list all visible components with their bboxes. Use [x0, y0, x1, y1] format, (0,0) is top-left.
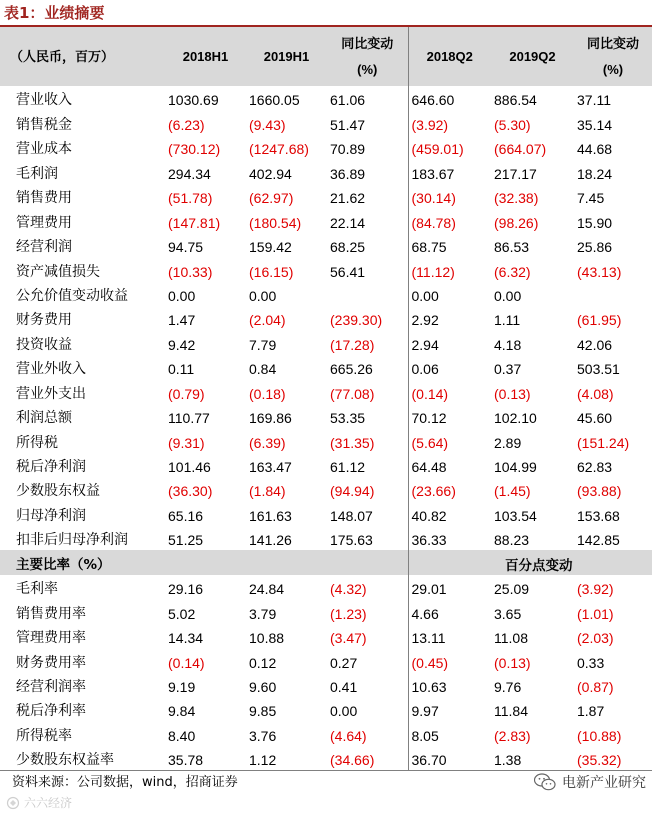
cell-value: 86.53: [494, 239, 530, 256]
table-header-row: [0, 27, 652, 86]
row-label: 公允价值变动收益: [16, 287, 128, 304]
cell-value: 646.60: [408, 86, 491, 110]
cell-value: 886.54: [494, 92, 537, 109]
row-label: 投资收益: [16, 336, 72, 353]
cell-value: 102.10: [494, 410, 537, 427]
table-row: [0, 477, 652, 501]
table-row: [0, 257, 652, 281]
row-label: 经营利润: [16, 239, 72, 256]
cell-value: (1.01): [577, 605, 614, 622]
cell-value: 141.26: [249, 532, 292, 549]
cell-value: 7.45: [577, 190, 605, 207]
ratio-section-header: [0, 550, 652, 574]
cell-value: 175.63: [330, 532, 373, 549]
cell-value: 88.23: [494, 532, 530, 549]
cell-value: 0.37: [494, 361, 522, 378]
cell-value: 51.25: [168, 532, 204, 549]
table-row: [0, 110, 652, 134]
cell-value: (1247.68): [249, 141, 309, 158]
cell-value: 29.16: [168, 581, 204, 598]
cell-value: (94.94): [330, 483, 375, 500]
row-label: 营业收入: [16, 92, 72, 109]
cell-value: 61.06: [330, 92, 366, 109]
table-row: [0, 86, 652, 110]
cell-value: (17.28): [330, 336, 375, 353]
row-label: 税后净利率: [16, 703, 86, 720]
row-label: 毛利润: [16, 165, 58, 182]
row-label: 扣非后归母净利润: [16, 532, 128, 549]
cell-value: (459.01): [408, 135, 491, 159]
cell-value: (6.23): [168, 116, 205, 133]
cell-value: (0.79): [168, 385, 205, 402]
cell-value: (239.30): [330, 312, 383, 329]
cell-value: 36.33: [408, 526, 491, 550]
cell-value: 42.06: [577, 336, 613, 353]
watermark-text: 六六经济: [24, 796, 73, 810]
table-row: [0, 404, 652, 428]
cell-value: 1030.69: [168, 92, 219, 109]
cell-value: (0.87): [577, 678, 614, 695]
cell-value: 0.84: [249, 361, 277, 378]
row-label: 资产减值损失: [16, 263, 100, 280]
cell-value: 2.92: [408, 306, 491, 330]
cell-value: (32.38): [494, 190, 539, 207]
row-label: 所得税: [16, 434, 58, 451]
cell-value: 2.89: [494, 434, 522, 451]
empty-cell: [327, 550, 408, 574]
cell-value: (1.45): [494, 483, 531, 500]
cell-value: 1660.05: [249, 92, 300, 109]
cell-value: 101.46: [168, 459, 211, 475]
cell-value: 1.38: [491, 746, 574, 770]
cell-value: 1.87: [577, 703, 605, 720]
cell-value: (10.33): [168, 263, 213, 280]
cell-value: 68.75: [408, 233, 491, 257]
col-header-yoy-quarter-label: 同比变动: [586, 35, 639, 51]
cell-value: 0.12: [249, 654, 277, 671]
cell-value: 3.76: [249, 727, 277, 744]
cell-value: 61.12: [330, 459, 366, 475]
brand-name: 电新产业研究: [562, 775, 646, 791]
cell-value: (0.45): [408, 648, 491, 672]
empty-cell: [165, 550, 246, 574]
watermark-logo-icon: [6, 796, 20, 810]
cell-value: 40.82: [408, 501, 491, 525]
cell-value: 53.35: [330, 410, 366, 427]
cell-value: 4.66: [408, 599, 491, 623]
wechat-icon: [534, 773, 556, 791]
cell-value: (43.13): [577, 263, 622, 280]
cell-value: (4.32): [330, 581, 367, 598]
cell-value: (180.54): [249, 214, 302, 231]
cell-value: 9.97: [408, 697, 491, 721]
row-label: 销售费用率: [16, 605, 86, 622]
cell-value: 64.48: [408, 453, 491, 477]
cell-value: 163.47: [249, 459, 292, 475]
cell-value: 25.09: [494, 581, 530, 598]
cell-value: [574, 282, 652, 306]
table-row: [0, 282, 652, 306]
cell-value: 8.05: [408, 721, 491, 745]
cell-value: (93.88): [577, 483, 622, 500]
row-label: 利润总额: [16, 410, 72, 427]
cell-value: 44.68: [577, 141, 613, 158]
table-row: [0, 624, 652, 648]
cell-value: (730.12): [168, 141, 221, 158]
cell-value: (34.66): [327, 746, 408, 770]
cell-value: 402.94: [249, 165, 292, 182]
cell-value: 0.00: [168, 287, 196, 304]
col-header-yoy-quarter-unit: (%): [602, 61, 624, 77]
cell-value: 183.67: [408, 159, 491, 183]
table-row: [0, 306, 652, 330]
table-row: [0, 501, 652, 525]
cell-value: 4.18: [494, 336, 522, 353]
cell-value: 1.12: [246, 746, 327, 770]
watermark: [6, 794, 72, 811]
row-label: 所得税率: [16, 727, 72, 744]
cell-value: 0.41: [330, 678, 358, 695]
cell-value: (151.24): [577, 434, 630, 451]
cell-value: (35.32): [574, 746, 652, 770]
cell-value: 8.40: [168, 727, 196, 744]
cell-value: (3.92): [408, 110, 491, 134]
ratio-change-label: 百分点变动: [505, 557, 573, 573]
cell-value: 9.42: [168, 336, 196, 353]
cell-value: 29.01: [408, 575, 491, 599]
cell-value: 0.06: [408, 355, 491, 379]
table-row: [0, 648, 652, 672]
cell-value: 36.89: [330, 165, 366, 182]
cell-value: (1.84): [249, 483, 286, 500]
cell-value: (664.07): [494, 141, 547, 158]
cell-value: 148.07: [330, 507, 373, 524]
table-row: [0, 526, 652, 550]
table-row: [0, 379, 652, 403]
cell-value: (84.78): [408, 208, 491, 232]
table-row: [0, 453, 652, 477]
unit-header: （人民币，百万）: [10, 48, 115, 64]
cell-value: 159.42: [249, 239, 292, 256]
cell-value: (147.81): [168, 214, 221, 231]
table-row: [0, 233, 652, 257]
cell-value: 35.78: [165, 746, 246, 770]
cell-value: (1.23): [330, 605, 367, 622]
cell-value: 10.63: [408, 673, 491, 697]
cell-value: (0.13): [494, 385, 531, 402]
cell-value: 65.16: [168, 507, 204, 524]
cell-value: (77.08): [330, 385, 375, 402]
cell-value: 9.84: [168, 703, 196, 720]
row-label: 归母净利润: [16, 507, 86, 524]
cell-value: 51.47: [330, 116, 366, 133]
table-row: [0, 746, 652, 770]
empty-cell: [246, 550, 327, 574]
cell-value: 9.85: [249, 703, 277, 720]
col-header-yoy-half: [327, 27, 408, 86]
cell-value: 15.90: [577, 214, 613, 231]
cell-value: (0.14): [408, 379, 491, 403]
cell-value: (0.13): [494, 654, 531, 671]
cell-value: (5.64): [408, 428, 491, 452]
table-row: [0, 575, 652, 599]
col-header-yoy-half-unit: (%): [357, 61, 378, 77]
row-label: 销售税金: [16, 116, 72, 133]
cell-value: 9.60: [249, 678, 277, 695]
cell-value: (30.14): [408, 184, 491, 208]
cell-value: 9.19: [168, 678, 196, 695]
cell-value: (16.15): [249, 263, 294, 280]
row-label: 管理费用: [16, 214, 72, 231]
cell-value: (36.30): [168, 483, 213, 500]
row-label: 管理费用率: [16, 630, 86, 647]
brand-mark: [534, 772, 646, 792]
row-label: 毛利率: [16, 581, 58, 598]
table-row: [0, 135, 652, 159]
cell-value: 11.84: [494, 703, 528, 720]
table-row: [0, 184, 652, 208]
cell-value: 142.85: [577, 532, 620, 549]
cell-value: (3.92): [577, 581, 614, 598]
cell-value: 161.63: [249, 507, 292, 524]
cell-value: (98.26): [494, 214, 539, 231]
cell-value: [327, 282, 408, 306]
cell-value: 94.75: [168, 239, 204, 256]
row-label: 税后净利润: [16, 459, 86, 475]
col-header-2018h1: 2018H1: [182, 48, 229, 64]
cell-value: 103.54: [494, 507, 537, 524]
col-header-2019q2: 2019Q2: [509, 48, 556, 64]
table-row: [0, 599, 652, 623]
cell-value: (0.18): [249, 385, 286, 402]
cell-value: 14.34: [168, 630, 204, 647]
cell-value: 503.51: [577, 361, 620, 378]
source-note: 资料来源：公司数据，wind，招商证券: [12, 775, 238, 790]
table-row: [0, 721, 652, 745]
cell-value: 62.83: [577, 459, 613, 475]
cell-value: (4.08): [577, 385, 614, 402]
cell-value: (51.78): [168, 190, 213, 207]
cell-value: 10.88: [249, 630, 285, 647]
cell-value: 169.86: [249, 410, 292, 427]
table-row: [0, 159, 652, 183]
table-row: [0, 208, 652, 232]
cell-value: 45.60: [577, 410, 613, 427]
table-row: [0, 428, 652, 452]
cell-value: (31.35): [330, 434, 375, 451]
empty-cell: [408, 550, 491, 574]
cell-value: 104.99: [494, 459, 537, 475]
cell-value: 0.00: [249, 287, 277, 304]
cell-value: (0.14): [168, 654, 205, 671]
cell-value: 110.77: [168, 410, 210, 427]
cell-value: 18.24: [577, 165, 613, 182]
cell-value: 0.00: [330, 703, 358, 720]
cell-value: 70.12: [408, 404, 491, 428]
row-label: 营业成本: [16, 141, 72, 158]
cell-value: (62.97): [249, 190, 294, 207]
cell-value: 24.84: [249, 581, 285, 598]
cell-value: (61.95): [577, 312, 622, 329]
cell-value: 0.00: [494, 287, 522, 304]
cell-value: (2.04): [249, 312, 286, 329]
table-title: 表1：业绩摘要: [4, 4, 105, 22]
ratio-section-label: 主要比率（%）: [16, 556, 111, 573]
cell-value: (9.31): [168, 434, 205, 451]
cell-value: (2.03): [577, 630, 614, 647]
row-label: 少数股东权益率: [0, 746, 165, 770]
cell-value: 11.08: [494, 630, 528, 647]
cell-value: 217.17: [494, 165, 537, 182]
col-header-2018q2: 2018Q2: [408, 27, 491, 86]
cell-value: 294.34: [168, 165, 211, 182]
cell-value: (23.66): [408, 477, 491, 501]
cell-value: 13.11: [408, 624, 491, 648]
cell-value: 70.89: [330, 141, 366, 158]
cell-value: 1.47: [168, 312, 196, 329]
row-label: 营业外收入: [16, 361, 86, 378]
table-row: [0, 673, 652, 697]
cell-value: 1.11: [494, 312, 521, 329]
cell-value: 153.68: [577, 507, 620, 524]
cell-value: 7.79: [249, 336, 277, 353]
cell-value: (6.39): [249, 434, 286, 451]
cell-value: 0.11: [168, 361, 195, 378]
cell-value: 36.70: [408, 746, 491, 770]
cell-value: 9.76: [494, 678, 522, 695]
cell-value: 22.14: [330, 214, 366, 231]
cell-value: 25.86: [577, 239, 613, 256]
cell-value: 0.33: [577, 654, 605, 671]
col-header-yoy-quarter: [574, 27, 652, 86]
table-row: [0, 697, 652, 721]
cell-value: 3.79: [249, 605, 277, 622]
cell-value: 68.25: [330, 239, 366, 256]
row-label: 财务费用: [16, 312, 72, 329]
row-label: 经营利润率: [16, 678, 86, 695]
cell-value: 37.11: [577, 92, 611, 109]
cell-value: 35.14: [577, 116, 613, 133]
cell-value: 56.41: [330, 263, 366, 280]
row-label: 财务费用率: [16, 654, 86, 671]
cell-value: 5.02: [168, 605, 196, 622]
cell-value: 665.26: [330, 361, 373, 378]
cell-value: 0.27: [330, 654, 358, 671]
col-header-2019h1: 2019H1: [263, 48, 310, 64]
results-summary-table: [0, 27, 652, 771]
cell-value: (10.88): [577, 727, 622, 744]
table-row: [0, 355, 652, 379]
row-label: 营业外支出: [16, 385, 86, 402]
row-label: 少数股东权益: [16, 483, 100, 500]
cell-value: 0.00: [408, 282, 491, 306]
row-label: 销售费用: [16, 190, 72, 207]
cell-value: (4.64): [330, 727, 367, 744]
cell-value: (11.12): [408, 257, 491, 281]
cell-value: (6.32): [494, 263, 531, 280]
table-row: [0, 330, 652, 354]
cell-value: 3.65: [494, 605, 522, 622]
cell-value: (9.43): [249, 116, 286, 133]
cell-value: (5.30): [494, 116, 531, 133]
col-header-yoy-half-label: 同比变动: [341, 35, 394, 51]
cell-value: 2.94: [408, 330, 491, 354]
cell-value: 21.62: [330, 190, 366, 207]
cell-value: (2.83): [494, 727, 531, 744]
cell-value: (3.47): [330, 630, 367, 647]
